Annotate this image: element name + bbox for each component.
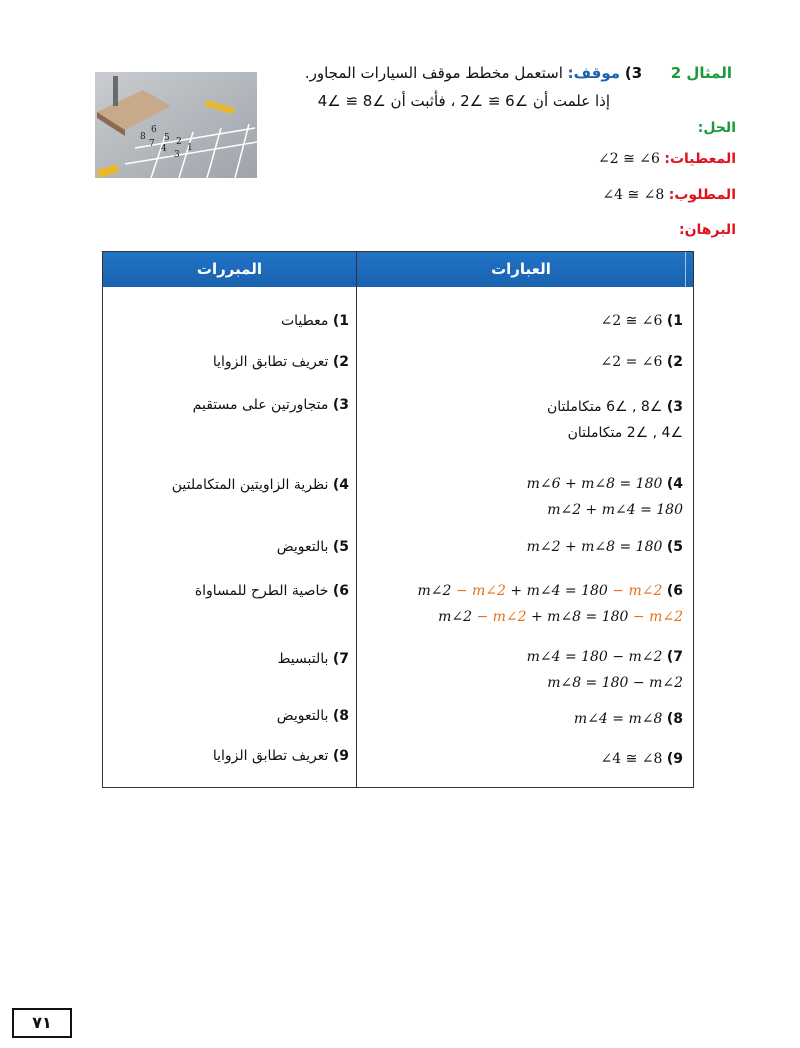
- solution-heading: الحل:: [697, 120, 736, 136]
- angle-label-7: 7: [149, 139, 155, 149]
- reason-row: 3) متجاورتين على مستقيم: [192, 397, 349, 413]
- statement-row: 2) ∠2 = ∠6: [600, 354, 683, 370]
- parking-lot-figure: [95, 72, 257, 178]
- header-reasons: المبررات: [196, 260, 263, 278]
- reason-row: 9) تعريف تطابق الزوايا: [212, 748, 349, 764]
- header-statements: العبارات: [491, 260, 551, 278]
- required-line: [602, 187, 736, 203]
- example-topic: موقف:: [567, 64, 621, 82]
- statement-row: 9) ∠4 ≅ ∠8: [600, 751, 683, 767]
- given-line: [598, 151, 736, 167]
- statement-row: 7) m∠4 = 180 − m∠2 m∠8 = 180 − m∠2: [526, 649, 683, 691]
- table-header: [103, 252, 693, 287]
- angle-label-1: 1: [187, 143, 193, 153]
- reason-row: 5) بالتعويض: [276, 539, 349, 555]
- header-divider: [685, 252, 686, 287]
- required-label: المطلوب:: [668, 187, 736, 203]
- reason-row: 1) معطيات: [280, 313, 349, 329]
- statement-row: 6) m∠2 − m∠2 + m∠4 = 180 − m∠2 m∠2 − m∠2 + m∠8 = 180 − m∠2: [417, 583, 683, 625]
- statement-row: 5) m∠2 + m∠8 = 180: [526, 539, 683, 555]
- example-line1: استعمل مخطط موقف السيارات المجاور.: [304, 64, 563, 82]
- proof-label: البرهان:: [679, 222, 736, 238]
- reason-row: 8) بالتعويض: [276, 708, 349, 724]
- statement-row: 8) m∠4 = m∠8: [573, 711, 683, 727]
- angle-label-3: 3: [174, 150, 180, 160]
- statement-row: 4) m∠6 + m∠8 = 180 m∠2 + m∠4 = 180: [526, 476, 683, 518]
- example-label: المثال 2: [670, 64, 732, 82]
- statement-row: 1) ∠2 ≅ ∠6: [600, 313, 683, 329]
- example-line2: إذا علمت أن ∠6 ≅ ∠2 ، فأثبت أن ∠8 ≅ ∠4: [317, 92, 610, 110]
- page-number: ٧١: [12, 1008, 72, 1038]
- angle-label-8: 8: [140, 132, 146, 142]
- angle-label-5: 5: [164, 133, 170, 143]
- example-number: 3): [624, 64, 643, 82]
- given-value: ∠2 ≅ ∠6: [598, 151, 660, 167]
- required-value: ∠4 ≅ ∠8: [602, 187, 665, 203]
- given-label: المعطيات:: [664, 151, 736, 167]
- reason-row: 7) بالتبسيط: [277, 651, 349, 667]
- proof-table: [102, 251, 694, 788]
- statement-row: 3) ∠8 , ∠6 متكاملتان ∠4 , ∠2 متكاملتان: [547, 399, 683, 441]
- angle-label-6: 6: [151, 125, 157, 135]
- reason-row: 6) خاصية الطرح للمساواة: [194, 583, 349, 599]
- reason-row: 2) تعريف تطابق الزوايا: [212, 354, 349, 370]
- angle-label-4: 4: [161, 144, 167, 154]
- reason-row: 4) نظرية الزاويتين المتكاملتين: [171, 477, 349, 493]
- angle-label-2: 2: [176, 137, 182, 147]
